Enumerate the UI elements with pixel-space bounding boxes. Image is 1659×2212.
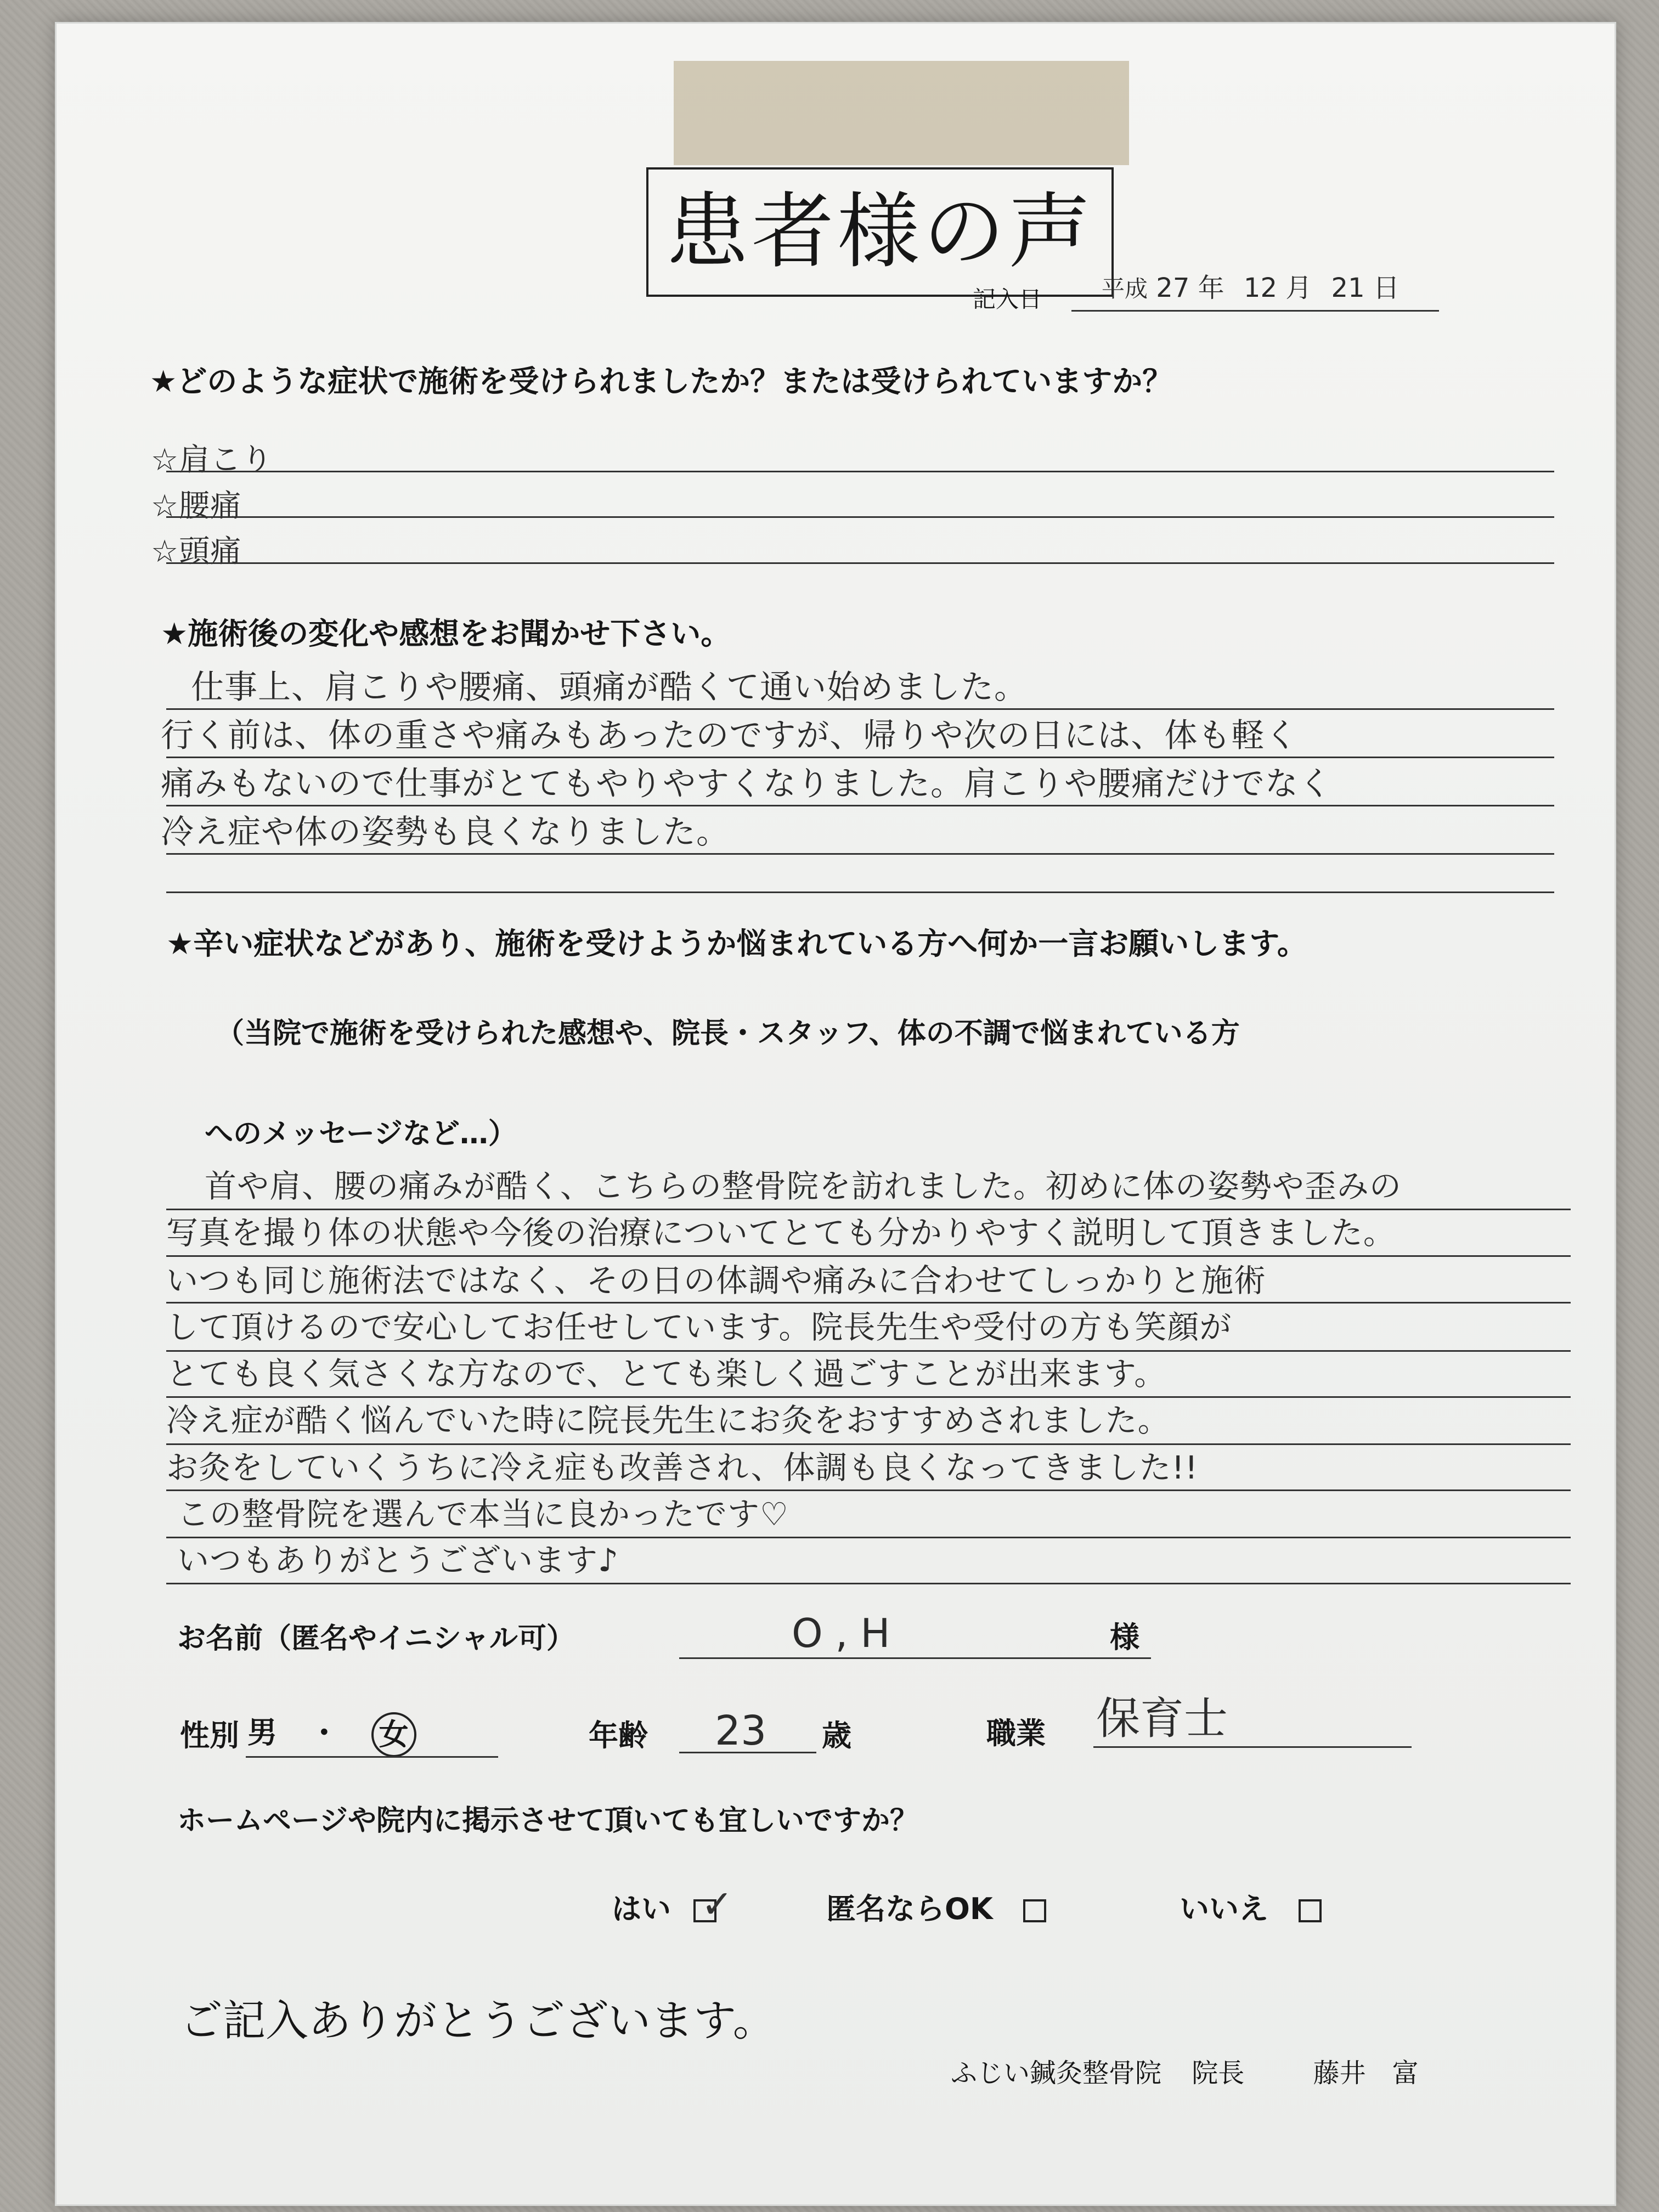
thanks-message: ご記入ありがとうございます。 [180,1996,776,2046]
q2-rule [166,891,1554,893]
gender-female-circled [371,1712,416,1757]
q2-rule [166,853,1554,855]
q3-question: ★辛い症状などがあり、施術を受けようか悩まれている方へ何か一言お願いします。 [166,926,1307,961]
gender-label: 性別 [180,1718,239,1753]
q1-line-1 [166,471,1554,472]
q3-answer-line: いつもありがとうございます♪ [177,1542,619,1579]
gender-separator: ・ [309,1715,339,1750]
name-underline [679,1657,1151,1659]
q3-subnote-1: （当院で施術を受けられた感想や、院長・スタッフ、体の不調で悩まれている方 [216,1017,1240,1050]
q1-line-2 [166,516,1554,518]
q1-answer-2: ☆腰痛 [151,488,242,524]
page-title: 患者様の声 [665,184,1094,280]
gender-underline [246,1756,498,1758]
permission-option-yes [612,1882,733,1927]
permission-option-no [1180,1894,1322,1924]
survey-sheet [55,22,1616,2206]
masking-tape [674,61,1129,165]
date-label: 記入日 [973,286,1042,313]
age-value: 23 [715,1707,767,1754]
q1-line-3 [166,562,1554,564]
entry-date [973,281,1042,314]
q3-answer-line: いつも同じ施術法ではなく、その日の体調や痛みに合わせてしっかりと施術 [166,1262,1266,1299]
q3-rule [166,1443,1571,1445]
date-month: 12 [1243,273,1277,303]
q3-rule [166,1209,1571,1210]
permission-no-label: いいえ [1180,1892,1268,1926]
gender-male: 男 [247,1715,277,1750]
age-unit: 歳 [822,1718,851,1753]
q3-rule [166,1255,1571,1257]
q3-answer-line: お灸をしていくうちに冷え症も改善され、体調も良くなってきました!! [166,1449,1198,1486]
q3-rule [166,1537,1571,1538]
clinic-name: ふじい鍼灸整骨院 [951,2058,1162,2089]
q3-answer-line: この整骨院を選んで本当に良かったです♡ [177,1496,789,1533]
permission-yes-label: はい [612,1892,671,1926]
permission-anon-label: 匿名ならOK [826,1892,993,1926]
date-underline [1071,310,1439,312]
q1-question: ★どのような症状で施術を受けられましたか？または受けられていますか？ [150,364,1173,399]
director-name: 藤井 富 [1313,2058,1419,2089]
q3-subnote-2: へのメッセージなど…） [205,1118,517,1150]
q3-rule [166,1302,1571,1304]
age-underline [679,1752,816,1753]
q3-rule [166,1489,1571,1491]
job-underline [1093,1746,1412,1748]
q3-answer-line: 写真を撮り体の状態や今後の治療についてとても分かりやすく説明して頂きました。 [166,1214,1396,1251]
age-label: 年齢 [589,1718,648,1753]
q2-answer-line: 痛みもないので仕事がとてもやりやすくなりました。肩こりや腰痛だけでなく [161,765,1332,803]
date-value [1102,275,1400,301]
q2-answer-line: 行く前は、体の重さや痛みもあったのですが、帰りや次の日には、体も軽く [161,716,1299,755]
q3-answer-line: とても良く気さくな方なので、とても楽しく過ごすことが出来ます。 [166,1355,1167,1392]
q2-answer-line: 冷え症や体の姿勢も良くなりました。 [161,813,730,851]
title-box [646,167,1114,297]
q2-rule [166,805,1554,806]
q3-answer-line: 冷え症が酷く悩んでいた時に院長先生にお灸をおすすめされました。 [166,1402,1170,1439]
date-day-unit: 日 [1373,273,1400,303]
permission-anon-checkbox[interactable] [1023,1899,1046,1922]
q2-answer-line: 仕事上、肩こりや腰痛、頭痛が酷くて通い始めました。 [191,668,1028,707]
footer [951,2052,1419,2090]
permission-option-anon [826,1894,1046,1924]
q1-answer-3: ☆頭痛 [151,534,242,569]
director-role: 院長 [1192,2058,1245,2089]
date-day: 21 [1331,273,1365,303]
date-year-unit: 年 [1198,273,1224,303]
date-year: 27 [1156,273,1190,303]
q3-rule [166,1583,1571,1584]
date-era: 平成 [1102,275,1148,302]
name-label: お名前（匿名やイニシャル可） [177,1622,575,1655]
name-value: O , H [792,1610,890,1656]
q3-rule [166,1396,1571,1398]
job-label: 職業 [986,1716,1046,1751]
q1-answer-1: ☆肩こり [151,442,273,478]
name-suffix: 様 [1110,1620,1139,1655]
q3-answer-line: して頂けるので安心してお任せしています。院長先生や受付の方も笑顔が [166,1308,1232,1346]
date-month-unit: 月 [1285,273,1312,303]
q3-answer-line: 首や肩、腰の痛みが酷く、こちらの整骨院を訪れました。初めに体の姿勢や歪みの [205,1167,1402,1205]
checkmark-icon: ✓ [701,1882,733,1927]
gender-female: 女 [379,1717,409,1752]
permission-question: ホームページや院内に掲示させて頂いても宜しいですか？ [177,1804,918,1837]
job-value: 保育士 [1096,1693,1228,1744]
permission-yes-checkbox[interactable] [693,1882,733,1927]
q2-rule [166,757,1554,758]
q2-question: ★施術後の変化や感想をお聞かせ下さい。 [161,616,731,651]
q3-rule [166,1350,1571,1352]
q2-rule [166,708,1554,710]
gender-options [247,1712,416,1757]
permission-no-checkbox[interactable] [1299,1899,1322,1922]
